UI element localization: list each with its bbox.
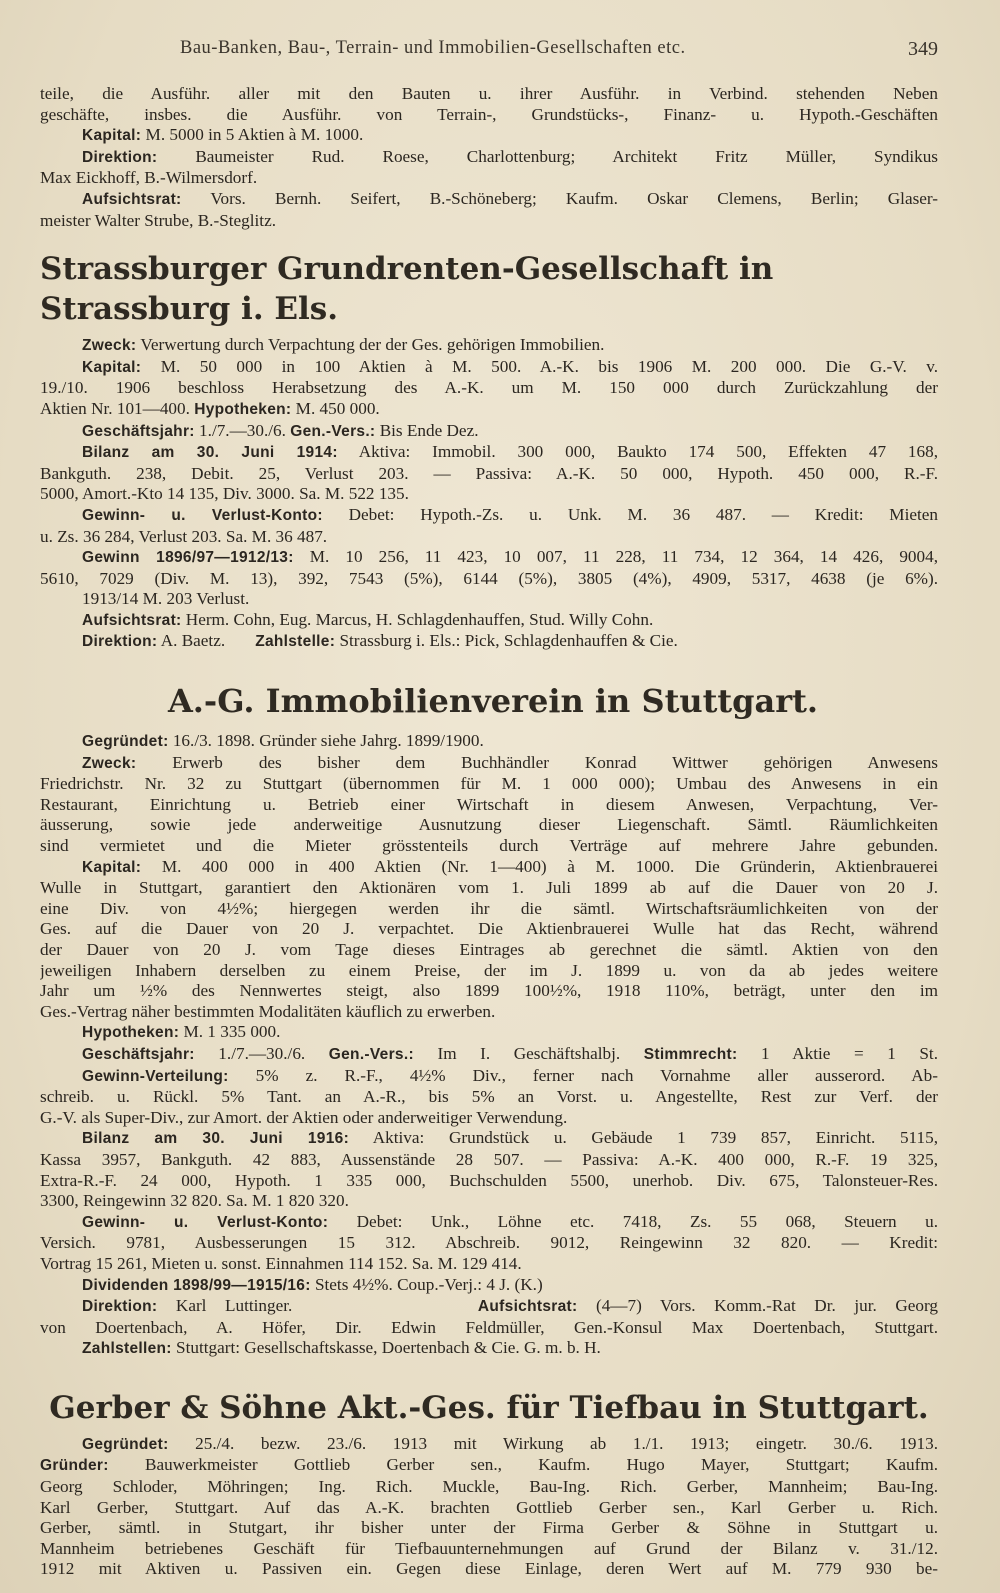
intro-entry [40, 84, 938, 231]
section-heading-gerber: Gerber & Söhne Akt.-Ges. für Tiefbau in Stuttgart. [49, 1389, 929, 1426]
field-value: Debet: Unk., Löhne etc. 7418, Zs. 55 068, Steuern u. [328, 1211, 938, 1231]
gegruendet-line [40, 1434, 938, 1456]
field-value: M. 5000 in 5 Aktien à M. 1000. [141, 125, 364, 145]
gewinn-line [40, 547, 938, 569]
field-label: Gegründet: [82, 733, 169, 751]
field-label: Gegründet: [82, 1435, 169, 1453]
field-label: Geschäftsjahr: [82, 422, 195, 440]
text-line: Restaurant, Einrichtung u. Betrieb einer Wirtschaft in diesem Anwesen, Verpachtung, Ver- [40, 794, 938, 814]
text-line: sind vermietet und die Mieter grösstenteils durch Verträge auf mehrere Jahre gebunden. [40, 836, 938, 856]
text-line: Gerber, sämtl. in Stutgart, ihr bisher unter der Firma Gerber & Söhne in Stuttgart u. [40, 1518, 938, 1538]
field-label: Gewinn- u. Verlust-Konto: [82, 506, 323, 524]
text-line: Karl Gerber, Stuttgart. Auf das A.-K. brachten Gottlieb Gerber sen., Karl Gerber u. Rich. [40, 1497, 938, 1517]
field-value: Im I. Geschäftshalbj. [413, 1043, 644, 1063]
text-line: G.-V. als Super-Div., zur Amort. der Aktien oder anderweitiger Verwendung. [40, 1107, 568, 1127]
field-label: Zahlstellen: [82, 1340, 172, 1358]
text-line: Kassa 3957, Bankguth. 42 883, Aussenstände 28 507. — Passiva: A.-K. 400 000, R.-F. 19 325, [40, 1149, 938, 1169]
field-value: A. Baetz. [157, 631, 230, 651]
field-value: Baumeister Rud. Roese, Charlottenburg; Architekt Fritz Müller, Syndikus [157, 146, 938, 166]
field-value: M. 50 000 in 100 Aktien à M. 500. A.-K. bis 1906 M. 200 000. Die G.-V. v. [141, 356, 938, 376]
text-line: Bankguth. 238, Debit. 25, Verlust 203. — Passiva: A.-K. 50 000, Hypoth. 450 000, R.-F. [40, 463, 938, 483]
guv-line [40, 1212, 938, 1234]
field-label: Zweck: [82, 754, 137, 772]
text-line: 5000, Amort.-Kto 14 135, Div. 3000. Sa. M. 522 135. [40, 484, 409, 504]
gerber-entry [40, 1434, 938, 1580]
text-line: Jahr um ½% des Nennwertes steigt, also 1899 100½%, 1918 110%, beträgt, unter den im [40, 981, 938, 1001]
field-value: Vors. Bernh. Seifert, B.-Schöneberg; Kaufm. Oskar Clemens, Berlin; Glaser- [181, 188, 938, 208]
bilanz-line [40, 442, 938, 464]
field-value: Aktiva: Immobil. 300 000, Baukto 174 500, Effekten 47 168, [337, 442, 938, 462]
text-line: Georg Schloder, Möhringen; Ing. Rich. Muckle, Bau-Ing. Rich. Gerber, Mannheim; Bau-Ing. [40, 1477, 938, 1497]
zweck-line [40, 753, 938, 775]
field-value: Stuttgart: Gesellschaftskasse, Doertenbach & Cie. G. m. b. H. [171, 1338, 601, 1358]
gegruendet-line [40, 731, 938, 753]
text-line: Vortrag 15 261, Mieten u. sonst. Einnahmen 114 152. Sa. M. 129 414. [40, 1253, 522, 1273]
section-heading-strassburg: Strassburger Grundrenten-Gesellschaft in Strassburg i. Els. [40, 251, 774, 328]
direktion-line [40, 631, 938, 653]
field-value: M. 450 000. [291, 398, 380, 418]
text-line: der Dauer von 20 J. vom Tage dieses Eintrages ab gerechnet die sämtl. Aktien von den [40, 940, 938, 959]
field-label: Gewinn- u. Verlust-Konto: [82, 1213, 329, 1231]
text-line: teile, die Ausführ. aller mit den Bauten u. ihrer Ausführ. in Verbind. stehenden Neben [40, 84, 938, 103]
bilanz-line [40, 1128, 938, 1150]
geschaeftsjahr-line [40, 1044, 938, 1066]
field-label: Aufsichtsrat: [82, 611, 182, 629]
field-label: Bilanz am 30. Juni 1916: [82, 1130, 350, 1148]
field-label: Dividenden 1898/99—1915/16: [82, 1276, 311, 1294]
text-line: 19./10. 1906 beschloss Herabsetzung des A.-K. um M. 150 000 durch Zurückzahlung der [40, 378, 938, 398]
field-label: Gewinn-Verteilung: [82, 1067, 229, 1085]
text-line: Friedrichstr. Nr. 32 zu Stuttgart (übernommen für M. 1 000 000); Umbau des Anwesens in ein [40, 774, 938, 794]
running-head [40, 38, 938, 68]
text-line: äusserung, sowie jede anderweitige Ausnutzung dieser Liegenschaft. Sämtl. Räumlichkeiten [40, 815, 938, 835]
field-value: Karl Luttinger. [157, 1296, 311, 1316]
field-label: Hypotheken: [194, 400, 292, 418]
text-line: 3300, Reingewinn 32 820. Sa. M. 1 820 320. [40, 1191, 349, 1211]
field-label: Zweck: [82, 337, 137, 355]
field-value: M. 1 335 000. [179, 1022, 281, 1042]
field-value: 1 Aktie = 1 St. [737, 1043, 938, 1063]
field-value: (4—7) Vors. Komm.-Rat Dr. jur. Georg [577, 1296, 938, 1316]
text-line: von Doertenbach, A. Höfer, Dir. Edwin Feldmüller, Gen.-Konsul Max Doertenbach, Stuttgart. [40, 1317, 938, 1337]
field-value: Bauwerkmeister Gottlieb Gerber sen., Kaufm. Hugo Mayer, Stuttgart; Kaufm. [108, 1455, 938, 1475]
text-line: meister Walter Strube, B.-Steglitz. [40, 210, 277, 230]
page-number: 349 [908, 38, 938, 60]
text-line: eine Div. von 4½%; hiergegen werden ihr die sämtl. Wirtschaftsräumlichkeiten von der [40, 898, 938, 918]
field-label: Direktion: [82, 633, 158, 651]
text-line: Max Eickhoff, B.-Wilmersdorf. [40, 168, 258, 188]
text-line: jeweiligen Inhabern derselben zu einem Preise, der im J. 1899 u. von da ab jedes weitere [40, 960, 938, 980]
strassburg-entry [40, 335, 938, 653]
field-label: Kapital: [82, 358, 142, 376]
field-value: M. 10 256, 11 423, 10 007, 11 228, 11 734, 12 364, 14 426, 9004, [293, 547, 938, 567]
field-label: Gen.-Vers.: [328, 1045, 414, 1063]
geschaeftsjahr-line [40, 421, 938, 443]
field-label: Gewinn 1896/97—1912/13: [82, 549, 294, 567]
field-value: Stets 4½%. Coup.-Verj.: 4 J. (K.) [310, 1274, 543, 1294]
running-title: Bau-Banken, Bau-, Terrain- und Immobilien-Gesellschaften etc. [180, 38, 686, 58]
direktion-line [40, 147, 938, 169]
text-line: 1912 mit Aktiven u. Passiven ein. Gegen diese Einlage, deren Wert auf M. 779 930 be- [40, 1559, 938, 1579]
kapital-cont-line [40, 399, 938, 421]
field-value: Erwerb des bisher dem Buchhändler Konrad Wittwer gehörigen Anwesens [136, 752, 938, 772]
text-line: 5610, 7029 (Div. M. 13), 392, 7543 (5%), 6144 (5%), 3805 (4%), 4909, 5317, 4638 (je 6%). [40, 568, 938, 588]
text-line: geschäfte, insbes. die Ausführ. von Terrain-, Grundstücks-, Finanz- u. Hypoth.-Geschäften [40, 104, 938, 124]
field-value: Strassburg i. Els.: Pick, Schlagdenhauffen & Cie. [335, 631, 678, 651]
field-value: 1./7.—30./6. [194, 420, 291, 440]
field-value: 16./3. 1898. Gründer siehe Jahrg. 1899/1900. [168, 731, 484, 751]
field-label: Direktion: [82, 148, 158, 166]
field-label: Stimmrecht: [643, 1045, 738, 1063]
field-label: Kapital: [82, 127, 142, 145]
text-line: schreib. u. Rückl. 5% Tant. an A.-R., bis 5% an Vorst. u. Angestellte, Rest zur Verf. der [40, 1087, 938, 1107]
text-line: Wulle in Stuttgart, garantiert den Aktionären vom 1. Juli 1899 ab auf die Dauer von 20 J. [40, 878, 938, 898]
aufsichtsrat-line [40, 610, 938, 632]
zweck-line [40, 335, 938, 357]
gewinnverteilung-line [40, 1066, 938, 1088]
kapital-line [40, 857, 938, 879]
aufsichtsrat-line [40, 189, 938, 211]
field-label: Bilanz am 30. Juni 1914: [82, 444, 338, 462]
dividenden-line [40, 1275, 938, 1297]
field-label: Hypotheken: [82, 1024, 180, 1042]
field-value: Aktien Nr. 101—400. [40, 398, 195, 418]
field-value: 5% z. R.-F., 4½% Div., ferner nach Vornahme aller ausserord. Ab- [228, 1065, 938, 1085]
field-label: Aufsichtsrat: [82, 190, 182, 208]
field-label: Kapital: [82, 858, 142, 876]
stuttgart-entry [40, 731, 938, 1360]
text-line: u. Zs. 36 284, Verlust 203. Sa. M. 36 487. [40, 526, 328, 546]
field-label: Aufsichtsrat: [477, 1298, 578, 1316]
field-value: Verwertung durch Verpachtung der der Ges. gehörigen Immobilien. [136, 335, 605, 355]
kapital-line [40, 357, 938, 379]
direktion-line [40, 1296, 938, 1318]
field-value: M. 400 000 in 400 Aktien (Nr. 1—400) à M. 1000. Die Gründerin, Aktienbrauerei [141, 856, 938, 876]
text-line: Ges. auf die Dauer von 20 J. verpachtet. Die Aktienbrauerei Wulle hat das Recht, während [40, 919, 938, 939]
field-value: Herm. Cohn, Eug. Marcus, H. Schlagdenhauffen, Stud. Willy Cohn. [181, 609, 654, 629]
text-line: Versich. 9781, Ausbesserungen 15 312. Abschreib. 9012, Reingewinn 32 820. — Kredit: [40, 1233, 938, 1253]
text-line: Extra-R.-F. 24 000, Hypoth. 1 335 000, Buchschulden 5500, unerhob. Div. 675, Talonsteuer-Res. [40, 1170, 938, 1190]
text-line: Mannheim betriebenes Geschäft für Tiefbauunternehmungen auf Grund der Bilanz v. 31./12. [40, 1538, 938, 1558]
field-value: Debet: Hypoth.-Zs. u. Unk. M. 36 487. — Kredit: Mieten [322, 504, 938, 524]
field-label: Gründer: [40, 1457, 109, 1475]
gruender-line [40, 1455, 938, 1477]
guv-line [40, 505, 938, 527]
field-label: Zahlstelle: [255, 633, 336, 651]
kapital-line [40, 125, 938, 147]
text-line: Ges.-Vertrag näher bestimmten Modalitäten käuflich zu erwerben. [40, 1001, 496, 1021]
field-label: Direktion: [82, 1298, 158, 1316]
text-line: 1913/14 M. 203 Verlust. [82, 589, 250, 609]
field-value: Aktiva: Grundstück u. Gebäude 1 739 857, Einricht. 5115, [349, 1128, 938, 1148]
field-value: Bis Ende Dez. [375, 420, 479, 440]
hypotheken-line [40, 1022, 938, 1044]
field-label: Geschäftsjahr: [82, 1045, 195, 1063]
field-value: 1./7.—30./6. [194, 1043, 329, 1063]
zahlstellen-line [40, 1338, 938, 1360]
field-value: 25./4. bezw. 23./6. 1913 mit Wirkung ab 1./1. 1913; eingetr. 30./6. 1913. [168, 1433, 938, 1453]
section-heading-stuttgart: A.-G. Immobilienverein in Stuttgart. [167, 682, 819, 721]
field-label: Gen.-Vers.: [290, 422, 376, 440]
